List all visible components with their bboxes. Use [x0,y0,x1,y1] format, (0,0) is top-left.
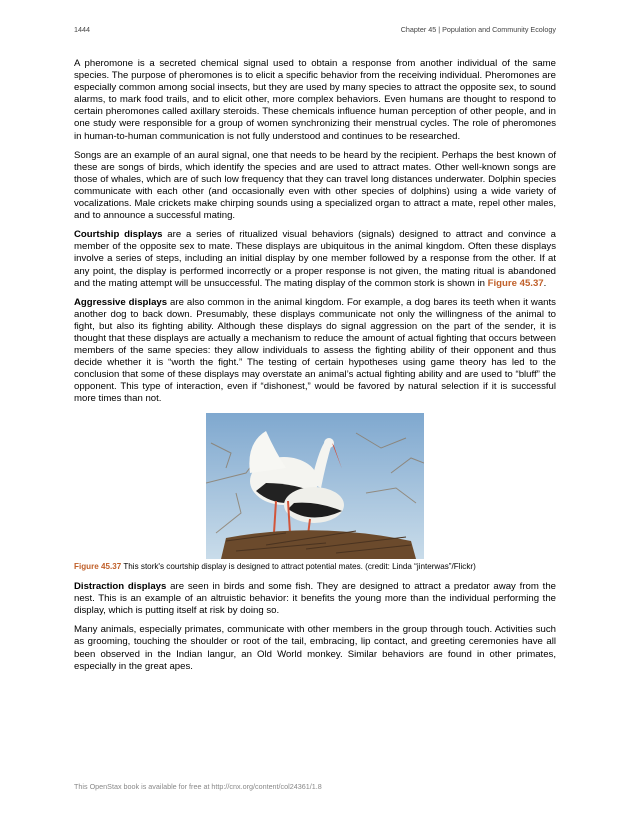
page-number: 1444 [74,25,90,34]
paragraph-songs: Songs are an example of an aural signal, one that needs to be heard by the recipient. Perhaps the best known of these are songs of birds, which identify the species and are used to attract mates. Other well-known songs are those of whales, which are of such low frequency that they can travel long distances underwater. Dolphin species communicate with each other (and occasionally even with other species of dolphins) using a wide variety of vocalizations. Male crickets make chirping sounds using a specialized organ to attract a mate, repel other males, and to announce a successful mating. [74,149,556,222]
footer-note: This OpenStax book is available for free at http://cnx.org/content/col24361/1.8 [74,782,322,791]
courtship-text: are a series of ritualized visual behaviors (signals) designed to attract and convince a member of the opposite sex to mate. These displays are ubiquitous in the animal kingdom. Often these displays involve a series of steps, including an initial display by one member followed by a response from the other. If at any point, the display is performed incorrectly or a proper response is not given, the mating ritual is abandoned and the mating attempt will be unsuccessful. The mating display of the common stork is shown in [74,229,556,289]
stork-photo [206,413,424,559]
figure-label: Figure 45.37 [74,561,122,571]
courtship-end: . [543,277,547,289]
paragraph-courtship [74,229,556,289]
distraction-text: are seen in birds and some fish. They are designed to attract a predator away from the nest. This is an example of an altruistic behavior: it benefits the young more than the individual performing the display, which is putting itself at risk by doing so. [74,581,557,617]
figure-link[interactable]: Figure 45.37 [487,277,544,289]
paragraph-distraction [74,581,556,617]
figure-caption-text: This stork's courtship display is designed to attract potential mates. (credit: Linda “jinterwas”/Flickr) [121,561,476,571]
paragraph-touch: Many animals, especially primates, communicate with other members in the group through touch. Activities such as grooming, touching the shoulder or root of the tail, embracing, lip contact, and greeting ceremonies have all been observed in the Indian langur, an Old World monkey. Similar behaviors are found in other primates, especially in the great apes. [74,624,556,672]
term-courtship-displays: Courtship displays [74,229,163,241]
figure-caption [74,562,556,573]
term-distraction-displays: Distraction displays [74,581,167,593]
aggressive-text: are also common in the animal kingdom. For example, a dog bares its teeth when it wants another dog to back down. Presumably, these displays communicate not only the willingness of the animal to fight, but also its fighting ability. Although these displays do signal aggression on the part of the sender, it is thought that these displays are actually a mechanism to reduce the amount of actual fighting that occurs between members of the same species: they allow individuals to assess the fighting ability of their opponent and thus decide whether it is “worth the fight.” The testing of certain hypotheses using game theory has led to the conclusion that some of these displays may overstate an animal’s actual fighting ability and are used to “bluff” the opponent. This type of interaction, even if “dishonest,” would be favored by natural selection if it is successful more times than not. [74,296,556,405]
term-aggressive-displays: Aggressive displays [74,296,168,308]
figure-stork [74,413,556,573]
paragraph-aggressive [74,297,556,406]
page-body [74,58,556,680]
paragraph-pheromone: A pheromone is a secreted chemical signal used to obtain a response from another individual of the same species. The purpose of pheromones is to elicit a specific behavior from the receiving individual. Pheromones are especially common among social insects, but they are used by many species to attract the opposite sex, to sound alarms, to mark food trails, and to elicit other, more complex behaviors. Even humans are thought to respond to certain pheromones called axillary steroids. These chemicals influence human perception of other people, and in one study were responsible for a group of women synchronizing their menstrual cycles. The role of pheromones in human-to-human communication is not fully understood and continues to be researched. [74,58,556,142]
chapter-header: Chapter 45 | Population and Community Ecology [400,25,556,34]
